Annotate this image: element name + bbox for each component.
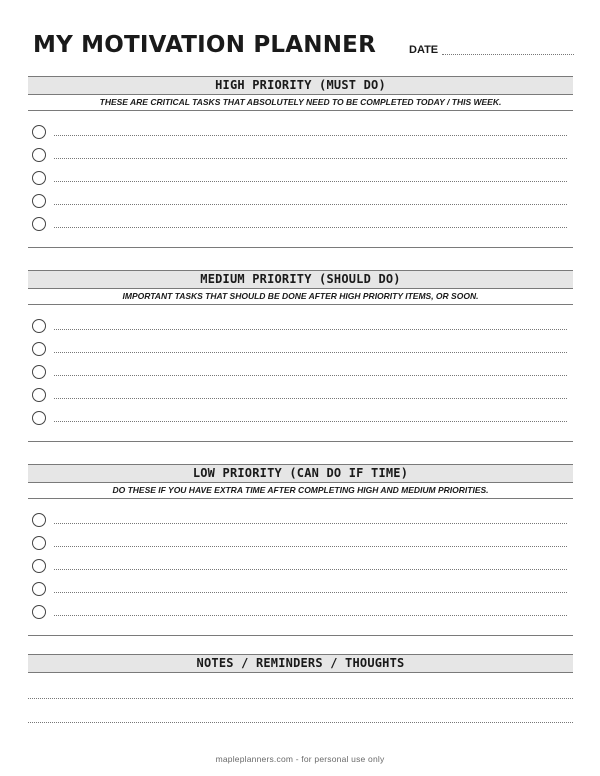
checkbox-circle-icon[interactable] bbox=[32, 194, 46, 208]
task-row bbox=[28, 339, 573, 362]
task-line[interactable] bbox=[54, 352, 567, 353]
checkbox-circle-icon[interactable] bbox=[32, 365, 46, 379]
checkbox-circle-icon[interactable] bbox=[32, 411, 46, 425]
date-line[interactable] bbox=[442, 54, 574, 55]
checkbox-circle-icon[interactable] bbox=[32, 513, 46, 527]
task-row bbox=[28, 385, 573, 408]
task-row bbox=[28, 533, 573, 556]
task-line[interactable] bbox=[54, 523, 567, 524]
task-row bbox=[28, 362, 573, 385]
task-line[interactable] bbox=[54, 592, 567, 593]
section-description: IMPORTANT TASKS THAT SHOULD BE DONE AFTER HIGH PRIORITY ITEMS, OR SOON. bbox=[28, 289, 573, 305]
task-row bbox=[28, 556, 573, 579]
checkbox-circle-icon[interactable] bbox=[32, 148, 46, 162]
section-description: THESE ARE CRITICAL TASKS THAT ABSOLUTELY NEED TO BE COMPLETED TODAY / THIS WEEK. bbox=[28, 95, 573, 111]
task-line[interactable] bbox=[54, 421, 567, 422]
notes-line[interactable] bbox=[28, 722, 573, 723]
task-line[interactable] bbox=[54, 181, 567, 182]
medium-priority-section bbox=[28, 270, 573, 442]
task-row bbox=[28, 510, 573, 533]
checkbox-circle-icon[interactable] bbox=[32, 319, 46, 333]
task-line[interactable] bbox=[54, 204, 567, 205]
task-line[interactable] bbox=[54, 398, 567, 399]
checkbox-circle-icon[interactable] bbox=[32, 536, 46, 550]
notes-line[interactable] bbox=[28, 698, 573, 699]
task-row bbox=[28, 214, 573, 237]
section-title: LOW PRIORITY (CAN DO IF TIME) bbox=[28, 464, 573, 483]
checkbox-circle-icon[interactable] bbox=[32, 388, 46, 402]
task-line[interactable] bbox=[54, 569, 567, 570]
checkbox-circle-icon[interactable] bbox=[32, 605, 46, 619]
task-row bbox=[28, 191, 573, 214]
task-row bbox=[28, 408, 573, 431]
task-row bbox=[28, 122, 573, 145]
task-line[interactable] bbox=[54, 375, 567, 376]
task-row bbox=[28, 579, 573, 602]
task-list bbox=[28, 111, 573, 248]
task-line[interactable] bbox=[54, 329, 567, 330]
checkbox-circle-icon[interactable] bbox=[32, 582, 46, 596]
task-line[interactable] bbox=[54, 135, 567, 136]
task-row bbox=[28, 316, 573, 339]
checkbox-circle-icon[interactable] bbox=[32, 559, 46, 573]
task-line[interactable] bbox=[54, 546, 567, 547]
section-title: HIGH PRIORITY (MUST DO) bbox=[28, 76, 573, 95]
checkbox-circle-icon[interactable] bbox=[32, 171, 46, 185]
task-line[interactable] bbox=[54, 158, 567, 159]
date-label: DATE bbox=[409, 44, 439, 56]
high-priority-section bbox=[28, 76, 573, 248]
low-priority-section bbox=[28, 464, 573, 636]
task-line[interactable] bbox=[54, 615, 567, 616]
task-row bbox=[28, 602, 573, 625]
checkbox-circle-icon[interactable] bbox=[32, 217, 46, 231]
checkbox-circle-icon[interactable] bbox=[32, 342, 46, 356]
section-description: DO THESE IF YOU HAVE EXTRA TIME AFTER COMPLETING HIGH AND MEDIUM PRIORITIES. bbox=[28, 483, 573, 499]
task-list bbox=[28, 305, 573, 442]
notes-section bbox=[28, 654, 573, 673]
footer-credit: mapleplanners.com - for personal use only bbox=[215, 754, 385, 764]
task-list bbox=[28, 499, 573, 636]
task-row bbox=[28, 145, 573, 168]
checkbox-circle-icon[interactable] bbox=[32, 125, 46, 139]
task-row bbox=[28, 168, 573, 191]
notes-title: NOTES / REMINDERS / THOUGHTS bbox=[28, 654, 573, 673]
section-title: MEDIUM PRIORITY (SHOULD DO) bbox=[28, 270, 573, 289]
task-line[interactable] bbox=[54, 227, 567, 228]
page-title: MY MOTIVATION PLANNER bbox=[33, 32, 376, 58]
